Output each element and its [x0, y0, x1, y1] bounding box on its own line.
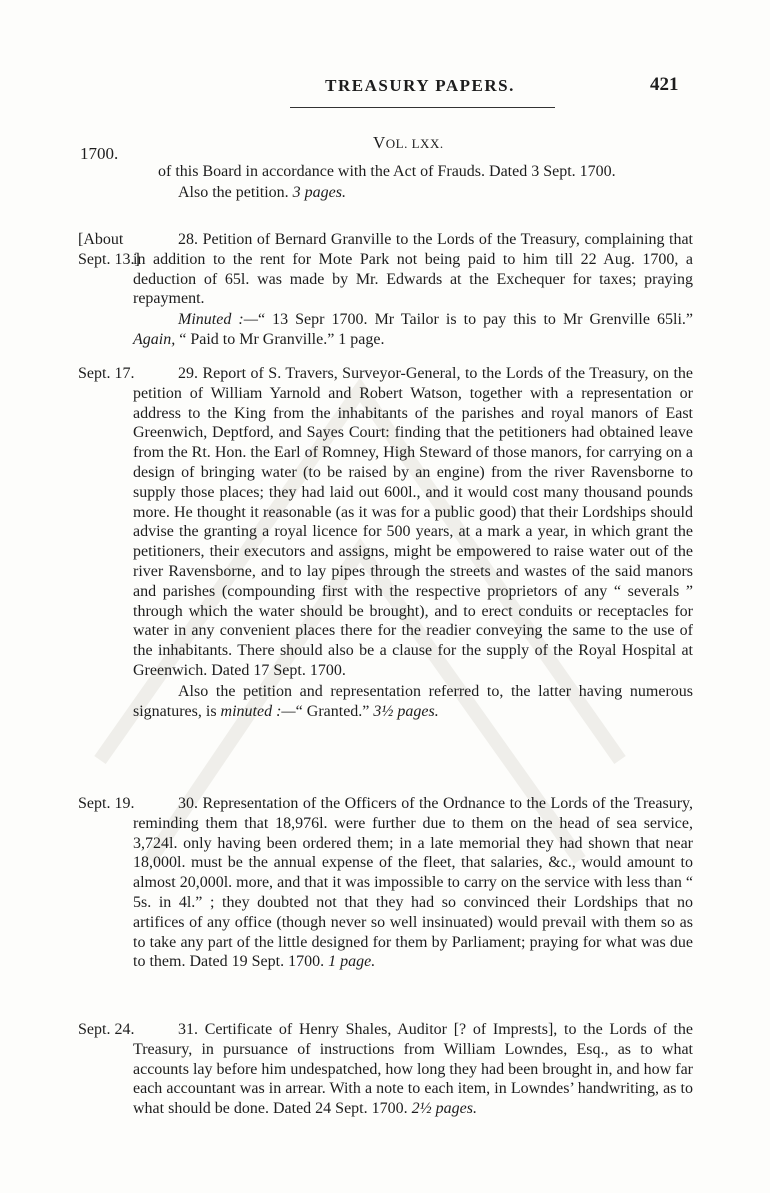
entry-body — [158, 162, 693, 203]
entry-text: 28. Petition of Bernard Granville to the Lords of the Treasury, complaining that in addition to the rent for Mote Park not being paid to him till 22 Aug. 1700, a deduction of 65l. was made by Mr. Edwards at the Exchequer for taxes; praying repayment. — [133, 231, 693, 308]
entry-text-body: 30. Representation of the Officers of the Ordnance to the Lords of the Treasury, reminding them that 18,976l. were further due to them on the head of sea service, 3,724l. only having been ordered them; in a late memorial they had shown that near 18,000l. must be the annual expense of the fleet, that salaries, &c., would amount to almost 20,000l. more, and that it was impossible to carry on the service with less than “ 5s. in 4l.” ; they doubted not that they had so convinced their Lordships that no artifices of any office (though never so well insinuated) would prevail with them so as to take any part of the little designed for them by Parliament; praying for what was due to them. Dated 19 Sept. 1700. — [133, 795, 693, 971]
entry-date: Sept. 17. — [78, 365, 135, 382]
volume-prefix: V — [373, 133, 386, 152]
again-text: “ Paid to Mr Granville.” — [175, 330, 339, 348]
entry-date: Sept. 19. — [78, 795, 135, 812]
volume-heading — [373, 133, 444, 153]
page-count: 2½ pages. — [411, 1100, 477, 1118]
addendum-text: Also the petition. — [178, 183, 293, 201]
entry-minute — [133, 310, 693, 350]
header-rule — [290, 107, 555, 108]
page-count: 3 pages. — [292, 183, 346, 201]
again-label: Again, — [133, 330, 176, 348]
entry-body — [133, 1020, 693, 1119]
entry-body — [133, 364, 693, 721]
minute-label: minuted :— — [220, 702, 296, 720]
entry-text — [133, 794, 693, 972]
page-number: 421 — [650, 74, 679, 95]
volume-number: OL. LXX. — [385, 136, 444, 151]
entry-body — [133, 230, 693, 350]
entry-addendum — [133, 682, 693, 722]
page-count: 1 page. — [338, 330, 385, 348]
entry-body — [133, 794, 693, 972]
margin-year: 1700. — [80, 144, 119, 163]
entry-date: [About Sept. 13.] — [78, 231, 140, 268]
entry-text: of this Board in accordance with the Act of Frauds. Dated 3 Sept. 1700. — [158, 163, 616, 180]
page-count: 1 page. — [328, 953, 376, 971]
addendum-text: Also the petition and representation referred to, the latter having numerous signatures, is — [133, 682, 693, 720]
entry-date: Sept. 24. — [78, 1021, 135, 1038]
minute-label: Minuted :— — [178, 311, 258, 329]
minute-text: “ Granted.” — [295, 702, 374, 720]
page-count: 3½ pages. — [373, 702, 439, 720]
running-title: TREASURY PAPERS. — [325, 76, 515, 95]
entry-addendum — [178, 183, 693, 203]
entry-text — [133, 1020, 693, 1119]
entry-text-body: 31. Certificate of Henry Shales, Auditor [? of Imprests], to the Lords of the Treasury, in pursuance of instructions from William Lowndes, Esq., as to what accounts lay before him undespatched, how long they had been brought in, and how far each accountant was in arrear. With a note to each item, in Lowndes’ handwriting, as to what should be done. Dated 24 Sept. 1700. — [133, 1021, 693, 1118]
minute-text: “ 13 Sepr 1700. Mr Tailor is to pay this to Mr Grenville 65li.” — [257, 311, 694, 329]
entry-text: 29. Report of S. Travers, Surveyor-General, to the Lords of the Treasury, on the petition of William Yarnold and Robert Watson, together with a representation or address to the King from the inhabitants of the parishes and royal manors of East Greenwich, Deptford, and Sayes Court: finding that the petitioners had obtained leave from the Rt. Hon. the Earl of Romney, High Steward of those manors, for carrying on a design of bringing water (to be raised by an engine) from the river Ravensborne to supply those places; they had laid out 600l., and it would cost many thousand pounds more. He thought it reasonable (as it was for a public good) that their Lordships should advise the granting a royal licence for 500 years, at a mark a year, in which grant the petitioners, their executors and assigns, might be empowered to raise water out of the river Ravensborne, and to lay pipes through the streets and wastes of the said manors and parishes (compounding first with the respective proprietors of any “ severals ” through which the water should be brought), and to erect conduits or receptacles for water in any convenient places there for the readier conveying the same to the use of the inhabitants. There should also be a clause for the supply of the Royal Hospital at Greenwich. Dated 17 Sept. 1700. — [133, 365, 693, 679]
